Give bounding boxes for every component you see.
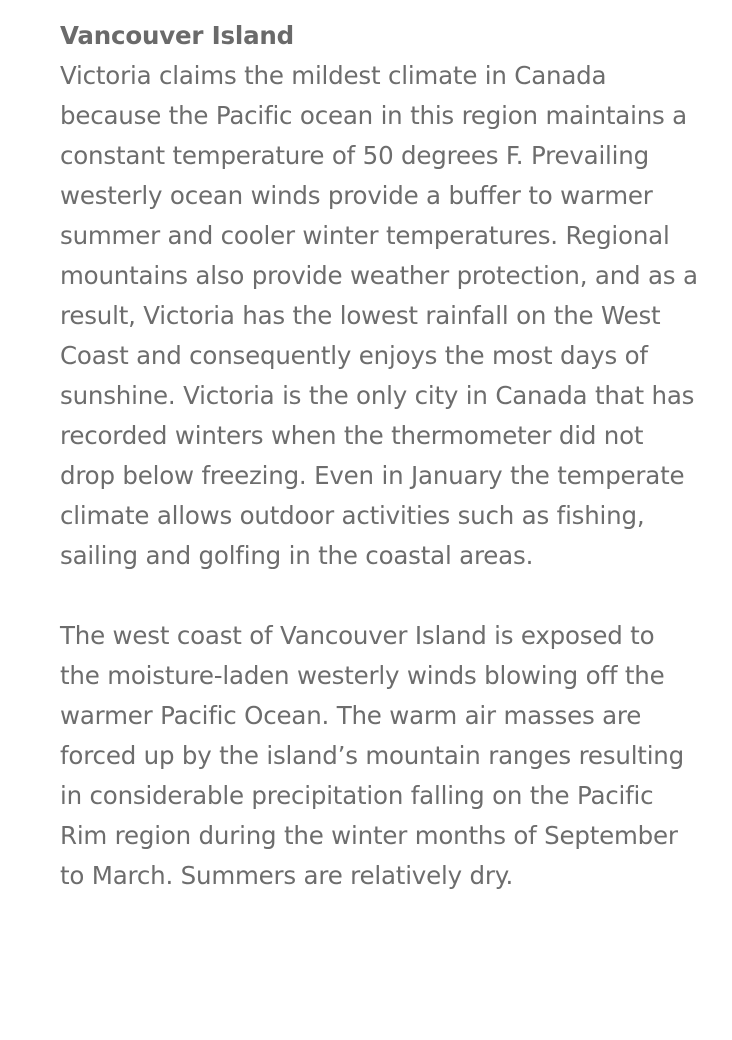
paragraph-victoria-climate: Victoria claims the mildest climate in Canada because the Pacific ocean in this region maintains a constant temperature of 50 degrees F. Prevailing westerly ocean winds provide a buffer to warmer summer and cooler winter temperatures. Regional mountains also provide weather protection, and as a result, Victoria has the lowest rainfall on the West Coast and consequently enjoys the most days of sunshine. Victoria is the only city in Canada that has recorded winters when the thermometer did not drop below freezing. Even in January the temperate climate allows outdoor activities such as fishing, sailing and golfing in the coastal areas. bbox=[60, 61, 698, 570]
article-body bbox=[60, 16, 700, 896]
paragraph-spacer bbox=[60, 576, 700, 616]
section-heading: Vancouver Island bbox=[60, 21, 295, 50]
paragraph-west-coast: The west coast of Vancouver Island is exposed to the moisture-laden westerly winds blowing off the warmer Pacific Ocean. The warm air masses are forced up by the island’s mountain ranges resulting in considerable precipitation falling on the Pacific Rim region during the winter months of September to March. Summers are relatively dry. bbox=[60, 621, 684, 890]
